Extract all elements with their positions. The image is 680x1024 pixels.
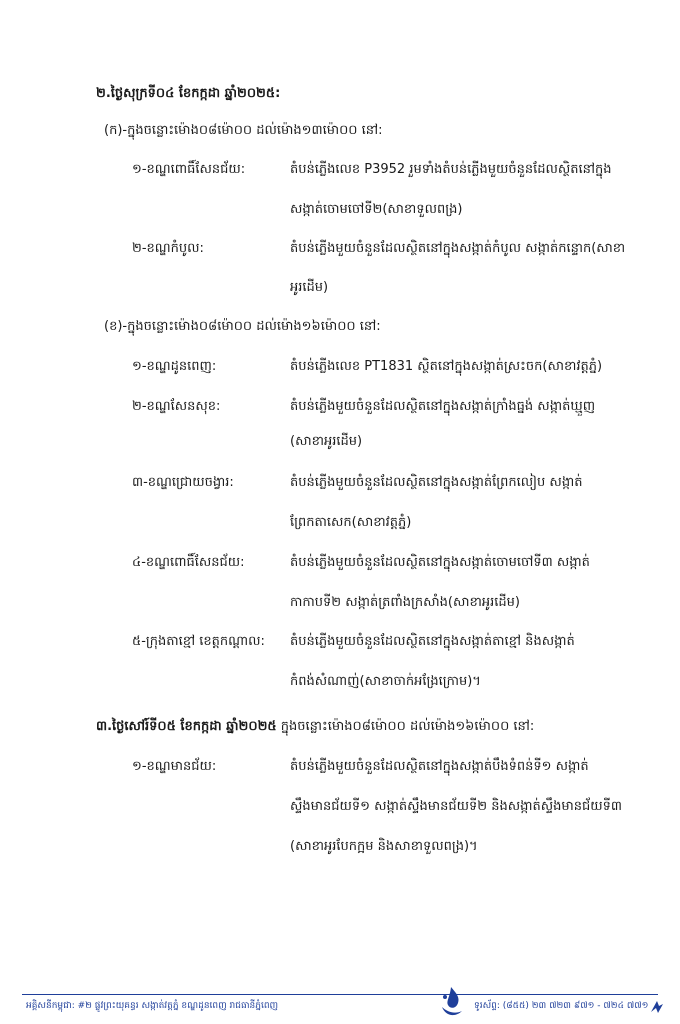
b2-description-line-2: (សាខាអូរដើម) (290, 434, 363, 449)
c1-district-label: ១-ខណ្ឌមានជ័យ: (132, 759, 217, 774)
footer-divider (22, 994, 658, 995)
section-3-heading (96, 718, 534, 736)
company-logo-icon (436, 985, 466, 1019)
a1-district-label: ១-ខណ្ឌពោធិ៍សែនជ័យ: (132, 162, 246, 177)
section-2-heading: ២.ថ្ងៃសុក្រទី០៤ ខែកក្កដា ឆ្នាំ២០២៥: (96, 86, 281, 101)
b2-district-label: ២-ខណ្ឌសែនសុខ: (132, 399, 221, 414)
subsection-b-heading: (ខ)-ក្នុងចន្លោះម៉ោង០៨ម៉ោ០០ ដល់ម៉ោង១៦ម៉ោ០០ នៅ: (104, 319, 381, 334)
footer-address: អគ្គិសនីកម្ពុជា: #២ ផ្លូវព្រះយុគន្ធរ សង្កាត់វត្តភ្នំ ខណ្ឌដូនពេញ រាជធានីភ្នំពេញ (26, 1001, 279, 1011)
b3-description-line-2: ព្រែកតាសេក(សាខាវត្តភ្នំ) (290, 515, 412, 530)
b1-description-line-1: តំបន់ភ្លើងលេខ PT1831 ស្ថិតនៅក្នុងសង្កាត់ស្រះចក(សាខាវត្តភ្នំ) (290, 359, 603, 374)
a2-description-line-2: អូរដើម) (290, 280, 329, 295)
b3-description-line-1: តំបន់ភ្លើងមួយចំនួនដែលស្ថិតនៅក្នុងសង្កាត់ព្រែកលៀប សង្កាត់ (290, 475, 583, 490)
c1-description-line-1: តំបន់ភ្លើងមួយចំនួនដែលស្ថិតនៅក្នុងសង្កាត់បឹងទំពន់ទី១ សង្កាត់ (290, 759, 589, 774)
a2-district-label: ២-ខណ្ឌកំបូល: (132, 241, 204, 256)
c1-description-line-2: ស្ទឹងមានជ័យទី១ សង្កាត់ស្ទឹងមានជ័យទី២ និងសង្កាត់ស្ទឹងមានជ័យទី៣ (290, 799, 622, 814)
subsection-a-heading: (ក)-ក្នុងចន្លោះម៉ោង០៨ម៉ោ០០ ដល់ម៉ោង១៣ម៉ោ០០ នៅ: (104, 123, 383, 138)
a2-description-line-1: តំបន់ភ្លើងមួយចំនួនដែលស្ថិតនៅក្នុងសង្កាត់កំបូល សង្កាត់កន្ទោក(សាខា (290, 241, 626, 256)
section-3-date: ៣.ថ្ងៃសៅរ៍ទី០៥ ខែកក្កដា ឆ្នាំ២០២៥ (96, 719, 277, 734)
a1-description-line-2: សង្កាត់ចោមចៅទី២(សាខាទួលពង្រ) (290, 202, 463, 217)
b5-description-line-2: កំពង់សំណាញ់(សាខាចាក់អង្រែក្រោម)។ (290, 674, 481, 689)
footer-phone: ទូរស័ព្ទ: (៨៥៥) ២៣ ៧២៣ ៩៧១ - ៧២៤ ៧៧១ (474, 1001, 649, 1011)
b3-district-label: ៣-ខណ្ឌជ្រោយចង្វារ: (132, 475, 234, 490)
mark-icon (648, 998, 666, 1016)
b4-description-line-1: តំបន់ភ្លើងមួយចំនួនដែលស្ថិតនៅក្នុងសង្កាត់ចោមចៅទី៣ សង្កាត់ (290, 555, 590, 570)
c1-description-line-3: (សាខាអូរបែកក្អម និងសាខាទួលពង្រ)។ (290, 839, 478, 854)
b4-description-line-2: កាកាបទី២ សង្កាត់ត្រពាំងក្រសាំង(សាខាអូរដើម) (290, 595, 520, 610)
b5-description-line-1: តំបន់ភ្លើងមួយចំនួនដែលស្ថិតនៅក្នុងសង្កាត់តាខ្មៅ និងសង្កាត់ (290, 634, 575, 649)
b1-district-label: ១-ខណ្ឌដូនពេញ: (132, 359, 217, 374)
a1-description-line-1: តំបន់ភ្លើងលេខ P3952 រួមទាំងតំបន់ភ្លើងមួយចំនួនដែលស្ថិតនៅក្នុង (290, 162, 612, 177)
b5-district-label: ៥-ក្រុងតាខ្មៅ ខេត្តកណ្ដាល: (132, 634, 265, 649)
b4-district-label: ៤-ខណ្ឌពោធិ៍សែនជ័យ: (132, 555, 245, 570)
b2-description-line-1: តំបន់ភ្លើងមួយចំនួនដែលស្ថិតនៅក្នុងសង្កាត់ក្រាំងធ្នង់ សង្កាត់ឃ្មួញ (290, 399, 596, 414)
section-3-time-range: ក្នុងចន្លោះម៉ោង០៨ម៉ោ០០ ដល់ម៉ោង១៦ម៉ោ០០ នៅ: (280, 719, 535, 734)
